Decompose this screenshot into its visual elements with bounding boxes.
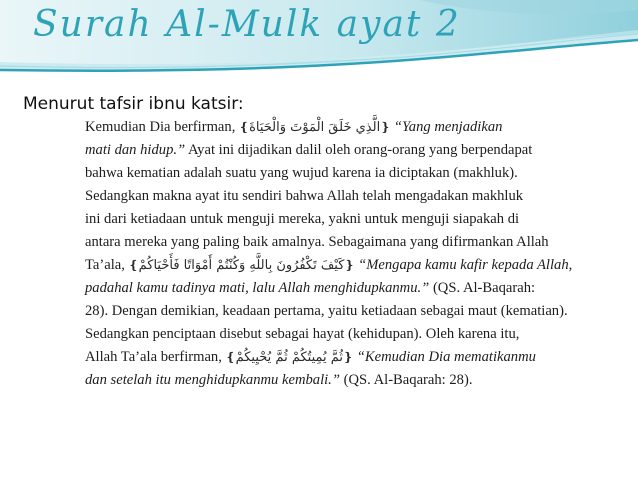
scan-line bbox=[85, 300, 610, 323]
slide-subtitle: Menurut tafsir ibnu katsir: bbox=[23, 94, 244, 114]
scan-text: (QS. Al-Baqarah: 28). bbox=[339, 372, 473, 388]
scanned-text-block bbox=[85, 116, 610, 392]
scan-text: bahwa kematian adalah suatu yang wujud karena ia diciptakan (makhluk). bbox=[85, 165, 518, 181]
ornate-bracket-open: ❴ bbox=[239, 120, 250, 134]
scan-text-italic: dan setelah itu menghidupkanmu kembali.” bbox=[85, 372, 340, 388]
scan-text-italic: “Yang menjadikan bbox=[390, 119, 503, 135]
scan-text: antara mereka yang paling baik amalnya. Sebagaimana yang difirmankan Allah bbox=[85, 234, 549, 250]
scan-text-italic: “Kemudian Dia mematikanmu bbox=[353, 349, 536, 365]
ornate-bracket-close: ❵ bbox=[344, 258, 355, 272]
ornate-bracket-close: ❵ bbox=[343, 350, 354, 364]
scan-text: Allah Ta’ala berfirman, bbox=[85, 349, 226, 365]
scan-line bbox=[85, 139, 610, 162]
scan-text: Ayat ini dijadikan dalil oleh orang-orang yang berpendapat bbox=[185, 142, 533, 158]
scan-line bbox=[85, 162, 610, 185]
scan-text: Sedangkan makna ayat itu sendiri bahwa Allah telah mengadakan makhluk bbox=[85, 188, 524, 204]
scan-text-italic: mati dan hidup.” bbox=[85, 142, 186, 158]
scan-text: Kemudian Dia berfirman, bbox=[85, 119, 239, 135]
scan-line bbox=[85, 323, 610, 346]
scan-line bbox=[85, 369, 610, 392]
scan-text-italic: “Mengapa kamu kafir kepada Allah, bbox=[354, 257, 573, 273]
scan-text: ini dari ketiadaan untuk menguji mereka, yakni untuk menguji siapakah di bbox=[85, 211, 520, 227]
ornate-bracket-close: ❵ bbox=[380, 120, 391, 134]
scan-line bbox=[85, 116, 610, 139]
scan-line bbox=[85, 231, 610, 254]
ornate-bracket-open: ❴ bbox=[128, 258, 139, 272]
arabic-verse: كَيْفَ تَكْفُرُونَ بِاللَّهِ وَكُنْتُمْ أَمْوَاتًا فَأَحْيَاكُمْ bbox=[138, 258, 345, 273]
scan-text: Ta’ala, bbox=[85, 257, 129, 273]
slide-title: Surah Al-Mulk ayat 2 bbox=[33, 4, 461, 45]
ornate-bracket-open: ❴ bbox=[225, 350, 236, 364]
scan-line bbox=[85, 208, 610, 231]
scan-text: Sedangkan penciptaan disebut sebagai hayat (kehidupan). Oleh karena itu, bbox=[85, 326, 520, 342]
scan-line bbox=[85, 185, 610, 208]
scan-line bbox=[85, 254, 610, 277]
arabic-verse: الَّذِي خَلَقَ الْمَوْتَ وَالْحَيَاةَ bbox=[249, 120, 381, 135]
scan-text: 28). Dengan demikian, keadaan pertama, yaitu ketiadaan sebagai maut (kematian). bbox=[85, 303, 568, 319]
scan-text-italic: padahal kamu tadinya mati, lalu Allah menghidupkanmu.” bbox=[85, 280, 430, 296]
scan-line bbox=[85, 277, 610, 300]
scan-line bbox=[85, 346, 610, 369]
arabic-verse: ثُمَّ يُمِيتُكُمْ ثُمَّ يُحْيِيكُمْ bbox=[235, 350, 344, 365]
scan-text: (QS. Al-Baqarah: bbox=[429, 280, 536, 296]
